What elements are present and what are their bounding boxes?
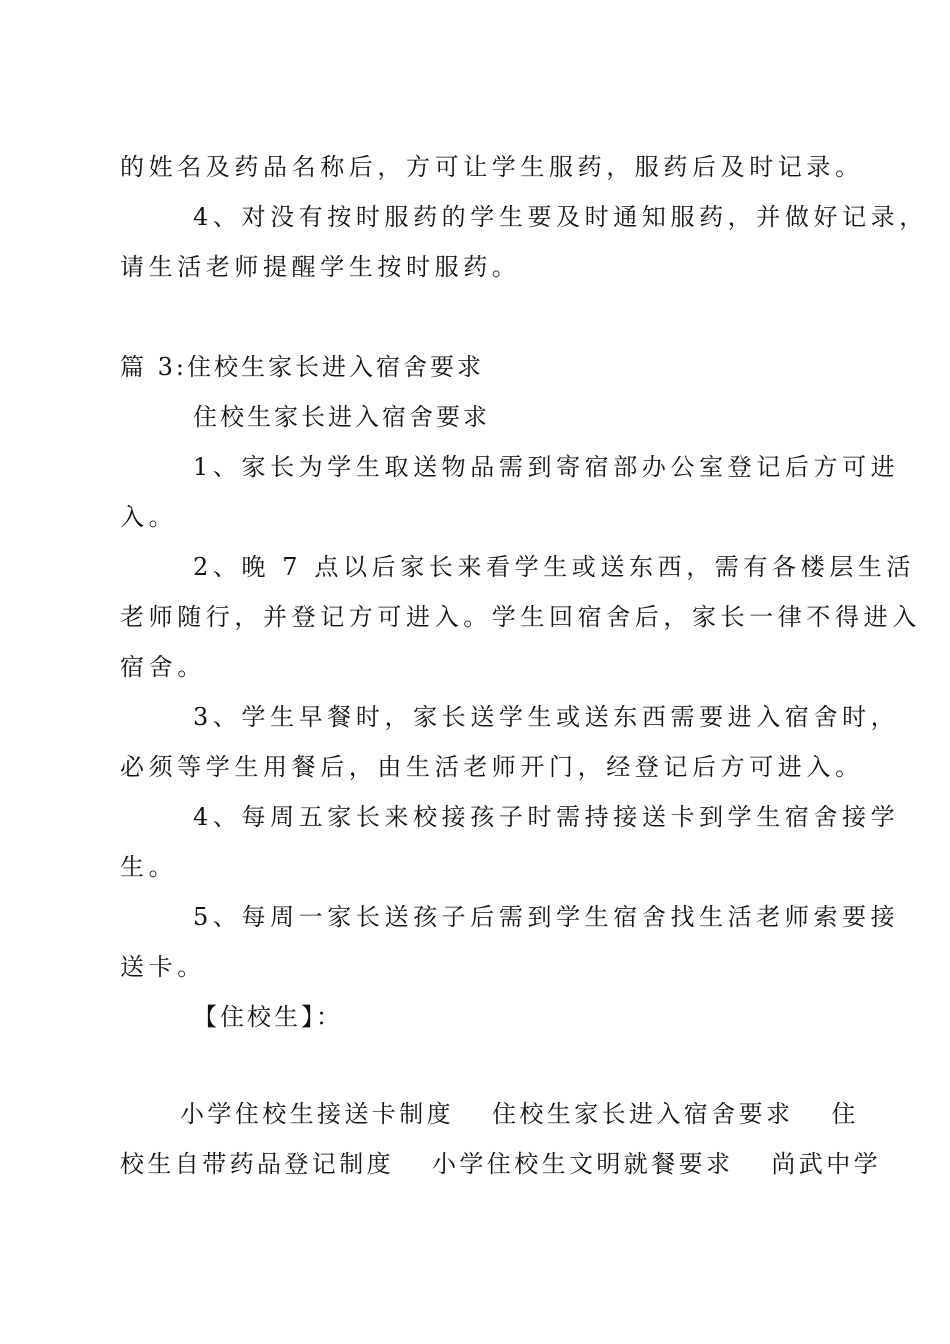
body-text-line: 的姓名及药品名称后，方可让学生服药，服药后及时记录。 (120, 153, 864, 181)
related-link-4[interactable]: 小学住校生文明就餐要求 (432, 1150, 734, 1178)
list-item-3-line1: 3、学生早餐时，家长送学生或送东西需要进入宿舍时， (193, 703, 900, 731)
list-item-2-line1: 2、晚 7 点以后家长来看学生或送东西，需有各楼层生活 (193, 553, 915, 581)
related-link-3-end[interactable]: 校生自带药品登记制度 (120, 1150, 394, 1178)
section-heading: 篇 3:住校生家长进入宿舍要求 (120, 353, 484, 381)
list-item-2-line2: 老师随行，并登记方可进入。学生回宿舍后，家长一律不得进入 (120, 603, 921, 631)
category-tag: 【住校生】： (193, 1003, 343, 1031)
list-item-2-line3: 宿舍。 (120, 653, 206, 681)
list-item-1-line2: 入。 (120, 503, 178, 531)
list-item-4b-line1: 4、每周五家长来校接孩子时需持接送卡到学生宿舍接学 (193, 803, 900, 831)
list-item-5-line2: 送卡。 (120, 953, 206, 981)
related-link-3-start[interactable]: 住 (831, 1100, 859, 1128)
related-link-1[interactable]: 小学住校生接送卡制度 (180, 1100, 454, 1128)
related-link-5[interactable]: 尚武中学 (771, 1150, 882, 1178)
list-item-3-line2: 必须等学生用餐后，由生活老师开门，经登记后方可进入。 (120, 753, 864, 781)
list-item-4b-line2: 生。 (120, 853, 178, 881)
related-links-row-2 (120, 1147, 882, 1181)
list-item-5-line1: 5、每周一家长送孩子后需到学生宿舍找生活老师索要接 (193, 903, 900, 931)
section-subtitle: 住校生家长进入宿舍要求 (193, 403, 490, 431)
list-item-4-line2: 请生活老师提醒学生按时服药。 (120, 253, 521, 281)
related-link-2[interactable]: 住校生家长进入宿舍要求 (492, 1100, 794, 1128)
related-links-row-1 (120, 1097, 859, 1131)
list-item-4-line1: 4、对没有按时服药的学生要及时通知服药，并做好记录， (193, 203, 928, 231)
list-item-1-line1: 1、家长为学生取送物品需到寄宿部办公室登记后方可进 (193, 453, 900, 481)
